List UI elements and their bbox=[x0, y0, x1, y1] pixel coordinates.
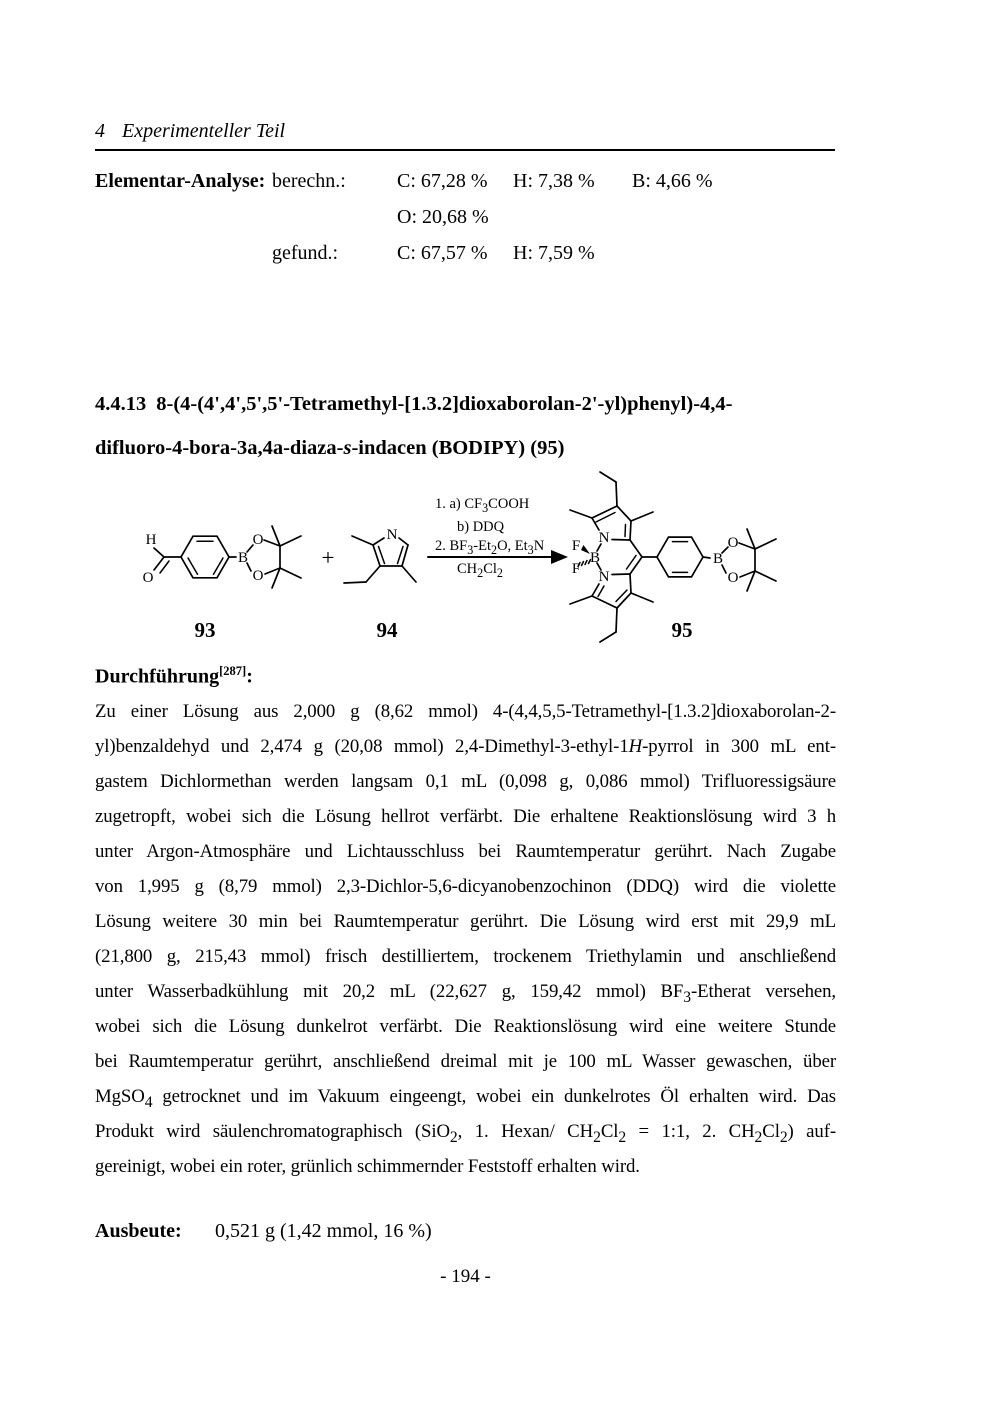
structure-95 bbox=[570, 472, 776, 642]
plus-sign: + bbox=[321, 545, 335, 570]
section-title-line1: 8-(4-(4',4',5',5'-Tetramethyl-[1.3.2]dioxaborolan-2'-yl)phenyl)-4,4- bbox=[156, 393, 733, 415]
reaction-scheme bbox=[90, 455, 920, 665]
procedure-line: MgSO$_4$ getrocknet und im Vakuum eingeengt, wobei ein dunkelrotes Öl erhalten wird. Das bbox=[95, 1086, 836, 1111]
pinacol-o-bottom-label: O bbox=[727, 570, 739, 586]
fluorine-top-label: F bbox=[571, 538, 581, 554]
oxygen-bottom-label: O bbox=[252, 568, 264, 584]
oxygen-top-label: O bbox=[252, 532, 264, 548]
aldehyde-o-label: O bbox=[142, 570, 154, 586]
page-number: - 194 - bbox=[440, 1266, 491, 1287]
chapter-title: Experimenteller Teil bbox=[122, 120, 286, 142]
compound-number-93: 93 bbox=[194, 618, 216, 642]
elemental-analysis-block bbox=[95, 170, 855, 282]
bodipy-n-bottom-label: N bbox=[598, 569, 610, 585]
section-heading-line1 bbox=[95, 382, 885, 426]
procedure-line: Zu einer Lösung aus 2,000 g (8,62 mmol) 4-(4,4,5,5-Tetramethyl-[1.3.2]dioxaborolan-2- bbox=[95, 701, 836, 722]
condition-step1a: 1. a) $CF_3COOH$ bbox=[435, 496, 530, 515]
procedure-paragraph bbox=[95, 694, 836, 1184]
compound-number-95: 95 bbox=[671, 618, 693, 642]
reaction-conditions bbox=[435, 495, 595, 560]
procedure-line: gastem Dichlormethan werden langsam 0,1 mL (0,098 g, 0,086 mmol) Trifluoressigsäure bbox=[95, 771, 836, 792]
bodipy-b-label: B bbox=[589, 550, 601, 566]
procedure-label: Durchführung bbox=[95, 665, 220, 688]
found-carbon-value: C: 67,57 % bbox=[397, 242, 488, 264]
elemental-analysis-label: Elementar-Analyse: bbox=[95, 170, 266, 192]
procedure-line: von 1,995 g (8,79 mmol) 2,3-Dichlor-5,6-dicyanobenzochinon (DDQ) wird die violette bbox=[95, 876, 836, 897]
yield-label: Ausbeute: bbox=[95, 1220, 182, 1242]
pinacol-o-top-label: O bbox=[727, 535, 739, 551]
reaction-scheme-drawing bbox=[90, 455, 920, 665]
procedure-line: bei Raumtemperatur gerührt, anschließend dreimal mit je 100 mL Wasser gewaschen, über bbox=[95, 1051, 836, 1072]
yield-value: 0,521 g (1,42 mmol, 16 %) bbox=[215, 1220, 432, 1242]
structure-93 bbox=[143, 526, 301, 588]
reaction-solvent: $CH_2Cl_2$ bbox=[457, 561, 503, 580]
calc-hydrogen-value: H: 7,38 % bbox=[513, 170, 595, 192]
boron-label: B bbox=[237, 550, 249, 566]
procedure-line: Lösung weitere 30 min bei Raumtemperatur gerührt. Die Lösung wird erst mit 29,9 mL bbox=[95, 911, 836, 932]
bodipy-n-top-label: N bbox=[598, 530, 610, 546]
procedure-line: gereinigt, wobei ein roter, grünlich schimmernder Feststoff erhalten wird. bbox=[95, 1156, 640, 1177]
procedure-line: unter Argon-Atmosphäre und Lichtausschluss bei Raumtemperatur gerührt. Nach Zugabe bbox=[95, 841, 836, 862]
calc-oxygen-value: O: 20,68 % bbox=[397, 206, 489, 228]
calculated-label: berechn.: bbox=[272, 170, 346, 192]
condition-step1b: b) DDQ bbox=[457, 518, 505, 535]
procedure-line: unter Wasserbadkühlung mit 20,2 mL (22,627 g, 159,42 mmol) $BF_3$-Etherat versehen, bbox=[95, 981, 836, 1006]
procedure-line: (21,800 g, 215,43 mmol) frisch destilliertem, trockenem Triethylamin und anschließend bbox=[95, 946, 836, 967]
pyrrole-n-label: N bbox=[386, 527, 398, 543]
chapter-number: 4 bbox=[95, 120, 105, 142]
pinacol-b-label: B bbox=[712, 551, 724, 567]
procedure-reference: [287] bbox=[219, 664, 247, 678]
section-number: 4.4.13 bbox=[95, 393, 147, 415]
found-hydrogen-value: H: 7,59 % bbox=[513, 242, 595, 264]
procedure-line: wobei sich die Lösung dunkelrot verfärbt. Die Reaktionslösung wird eine weitere Stunde bbox=[95, 1016, 836, 1037]
found-label: gefund.: bbox=[272, 242, 339, 264]
procedure-line: zugetropft, wobei sich die Lösung hellrot verfärbt. Die erhaltene Reaktionslösung wird 3 h bbox=[95, 806, 836, 827]
condition-step2: 2. $BF_3-Et_2O$, $Et_3N$ bbox=[435, 537, 545, 557]
section-heading-line2: difluoro-4-bora-3a,4a-diaza-s-indacen (BODIPY) (95) bbox=[95, 437, 565, 459]
fluorine-bottom-label: F bbox=[571, 561, 581, 577]
structure-94 bbox=[344, 527, 416, 583]
procedure-line: yl)benzaldehyd und 2,474 g (20,08 mmol) 2,4-Dimethyl-3-ethyl-1H-pyrrol in 300 mL ent- bbox=[95, 736, 836, 757]
procedure-colon: : bbox=[246, 665, 253, 688]
compound-number-94: 94 bbox=[376, 618, 398, 642]
running-header bbox=[95, 120, 835, 151]
aldehyde-h-label: H bbox=[145, 532, 157, 548]
calc-boron-value: B: 4,66 % bbox=[632, 170, 713, 192]
calc-carbon-value: C: 67,28 % bbox=[397, 170, 488, 192]
procedure-heading bbox=[95, 664, 253, 689]
procedure-line: Produkt wird säulenchromatographisch (SiO$_2$, 1. Hexan/ $CH_2Cl_2$ = 1:1, 2. $CH_2Cl_2$) auf- bbox=[95, 1121, 837, 1146]
